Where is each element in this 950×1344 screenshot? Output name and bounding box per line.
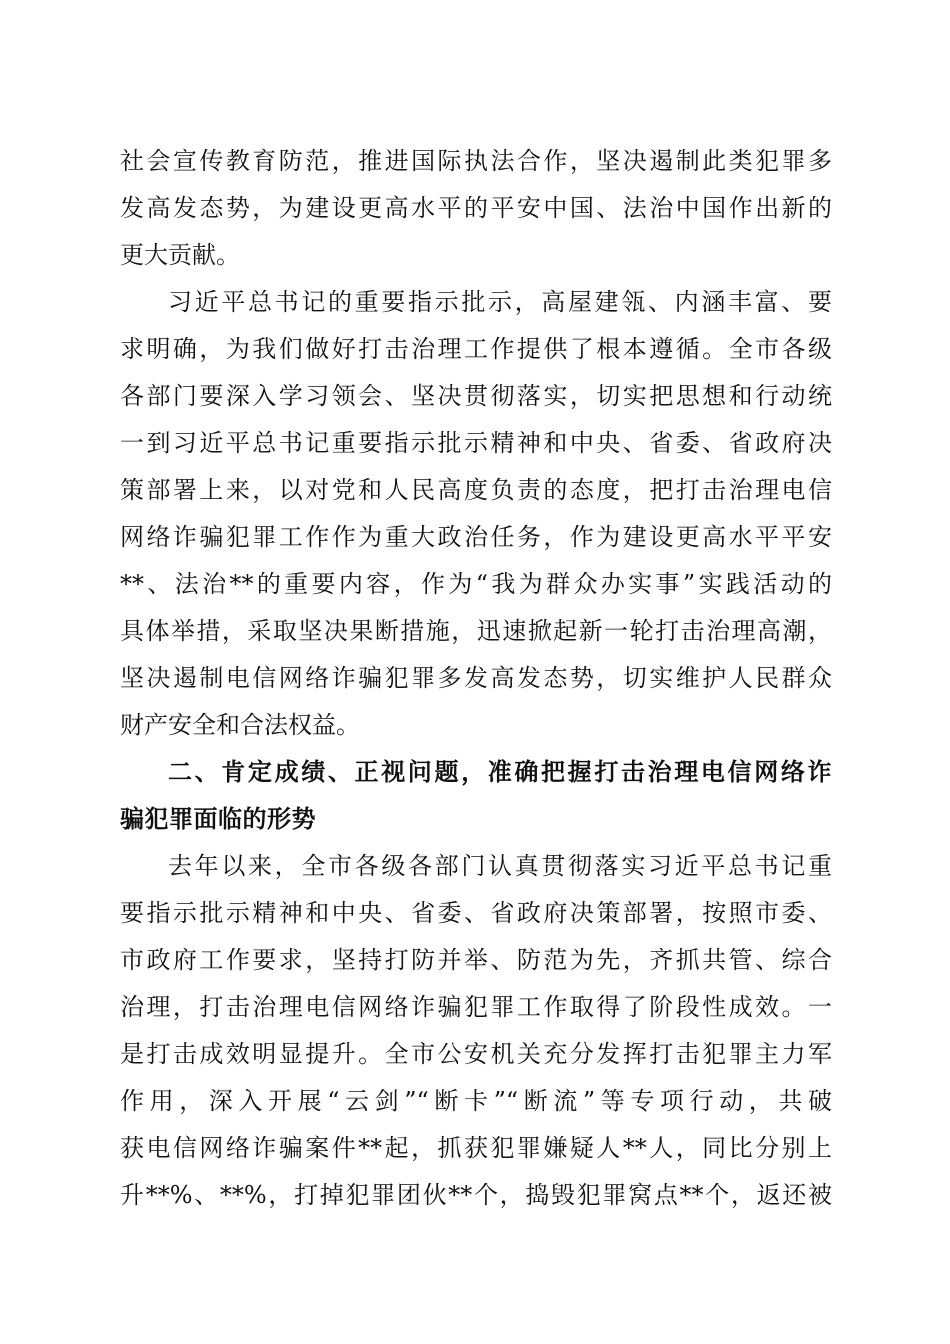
paragraph-1-line-1: 社会宣传教育防范，推进国际执法合作，坚决遏制此类犯罪多: [120, 147, 832, 175]
paragraph-3-line-4: 治理，打击治理电信网络诈骗犯罪工作取得了阶段性成效。一: [120, 993, 832, 1021]
paragraph-1-line-3: 更大贡献。: [120, 241, 240, 269]
paragraph-1-line-2: 发高发态势，为建设更高水平的平安中国、法治中国作出新的: [120, 194, 832, 222]
paragraph-3-line-8: 升**%、**%，打掉犯罪团伙**个，捣毁犯罪窝点**个，返还被: [120, 1181, 832, 1209]
paragraph-2-line-8: 具体举措，采取坚决果断措施，迅速掀起新一轮打击治理高潮，: [120, 617, 832, 645]
paragraph-2-line-6: 网络诈骗犯罪工作作为重大政治任务，作为建设更高水平平安: [120, 523, 832, 551]
paragraph-2-line-1: 习近平总书记的重要指示批示，高屋建瓴、内涵丰富、要: [168, 288, 832, 316]
paragraph-2-line-10: 财产安全和合法权益。: [120, 711, 360, 739]
paragraph-2-line-2: 求明确，为我们做好打击治理工作提供了根本遵循。全市各级: [120, 335, 832, 363]
section-heading-line-2: 骗犯罪面临的形势: [120, 805, 316, 833]
paragraph-2-line-7: **、法治**的重要内容，作为“我为群众办实事”实践活动的: [120, 570, 832, 598]
paragraph-2-line-4: 一到习近平总书记重要指示批示精神和中央、省委、省政府决: [120, 429, 832, 457]
paragraph-2-line-5: 策部署上来，以对党和人民高度负责的态度，把打击治理电信: [120, 476, 832, 504]
paragraph-2-line-9: 坚决遏制电信网络诈骗犯罪多发高发态势，切实维护人民群众: [120, 664, 832, 692]
paragraph-3-line-1: 去年以来，全市各级各部门认真贯彻落实习近平总书记重: [168, 852, 832, 880]
paragraph-3-line-2: 要指示批示精神和中央、省委、省政府决策部署，按照市委、: [120, 899, 832, 927]
paragraph-3-line-3: 市政府工作要求，坚持打防并举、防范为先，齐抓共管、综合: [120, 946, 832, 974]
paragraph-2-line-3: 各部门要深入学习领会、坚决贯彻落实，切实把思想和行动统: [120, 382, 832, 410]
section-heading-line-1: 二、肯定成绩、正视问题，准确把握打击治理电信网络诈: [168, 758, 832, 786]
paragraph-3-line-7: 获电信网络诈骗案件**起，抓获犯罪嫌疑人**人，同比分别上: [120, 1134, 832, 1162]
paragraph-3-line-6: 作用，深入开展“云剑”“断卡”“断流”等专项行动，共破: [120, 1087, 832, 1115]
paragraph-3-line-5: 是打击成效明显提升。全市公安机关充分发挥打击犯罪主力军: [120, 1040, 832, 1068]
